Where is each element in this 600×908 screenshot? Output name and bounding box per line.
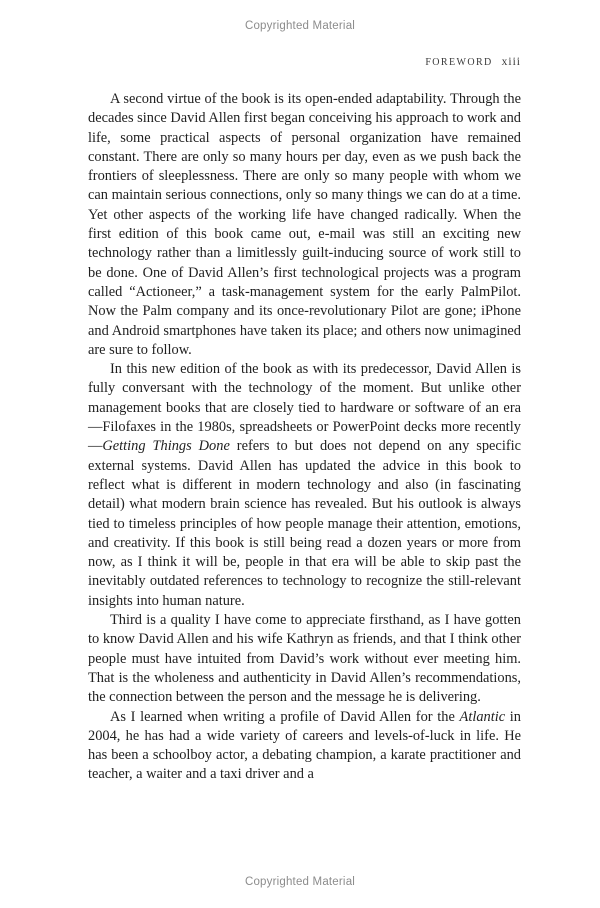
text-run: As I learned when writing a profile of David Allen for the — [110, 708, 460, 725]
text-run: refers to but does not depend on any specific external systems. David Allen has updated the advice in this book to reflect what is different in modern technology and also (in fascinating detail) what modern brain science has revealed. But his outlook is always tied to timeless principles of how people manage their attention, emotions, and creativity. If this book is still being read a dozen years or more from now, as I think it will be, people in that era will be able to skip past the inevitably outdated references to technology to recognize the still-relevant insights into human nature. — [88, 438, 521, 609]
italic-text-run: Getting Things Done — [102, 438, 230, 455]
paragraph — [88, 611, 521, 707]
paragraph — [88, 360, 521, 611]
body-text — [88, 90, 521, 785]
text-run: A second virtue of the book is its open-ended adaptability. Through the decades since David Allen first began conceiving his approach to work and life, some practical aspects of personal organization have remained constant. There are only so many hours per day, even as we push back the frontiers of sleeplessness. There are only so many people with whom we can maintain serious connections, only so many things we can do at a time. Yet other aspects of the working life have changed radically. When the first edition of this book came out, e-mail was still an exciting new technology rather than a limitlessly guilt-inducing source of work still to be done. One of David Allen’s first technological projects was a program called “Actioneer,” a task-management system for the early PalmPilot. Now the Palm company and its once-revolutionary Pilot are gone; iPhone and Android smartphones have taken its place; and others now unimagined are sure to follow. — [88, 91, 521, 358]
text-run: in 2004, he has had a wide variety of careers and levels-of-luck in life. He has been a schoolboy actor, a debating champion, a karate practitioner and teacher, a waiter and a taxi driver and a — [88, 708, 521, 783]
page-number: xiii — [501, 56, 521, 68]
italic-text-run: Atlantic — [459, 708, 506, 725]
running-header — [88, 52, 521, 70]
paragraph — [88, 90, 521, 360]
section-label: FOREWORD — [425, 57, 493, 68]
copyright-notice-bottom: Copyrighted Material — [244, 876, 356, 888]
text-run: Third is a quality I have come to appreciate firsthand, as I have gotten to know David Allen and his wife Kathryn as friends, and that I think other people must have intuited from David’s work without ever meeting him. That is the wholeness and authenticity in David Allen’s recommendations, the connection between the person and the message he is delivering. — [88, 612, 521, 706]
text-run: In this new edition of the book as with its predecessor, David Allen is fully conversant with the technology of the moment. But unlike other management books that are closely tied to hardware or software of an era—Filofaxes in the 1980s, spreadsheets or PowerPoint decks more recently— — [88, 361, 521, 455]
copyright-notice-top: Copyrighted Material — [244, 20, 356, 32]
paragraph — [88, 708, 521, 785]
